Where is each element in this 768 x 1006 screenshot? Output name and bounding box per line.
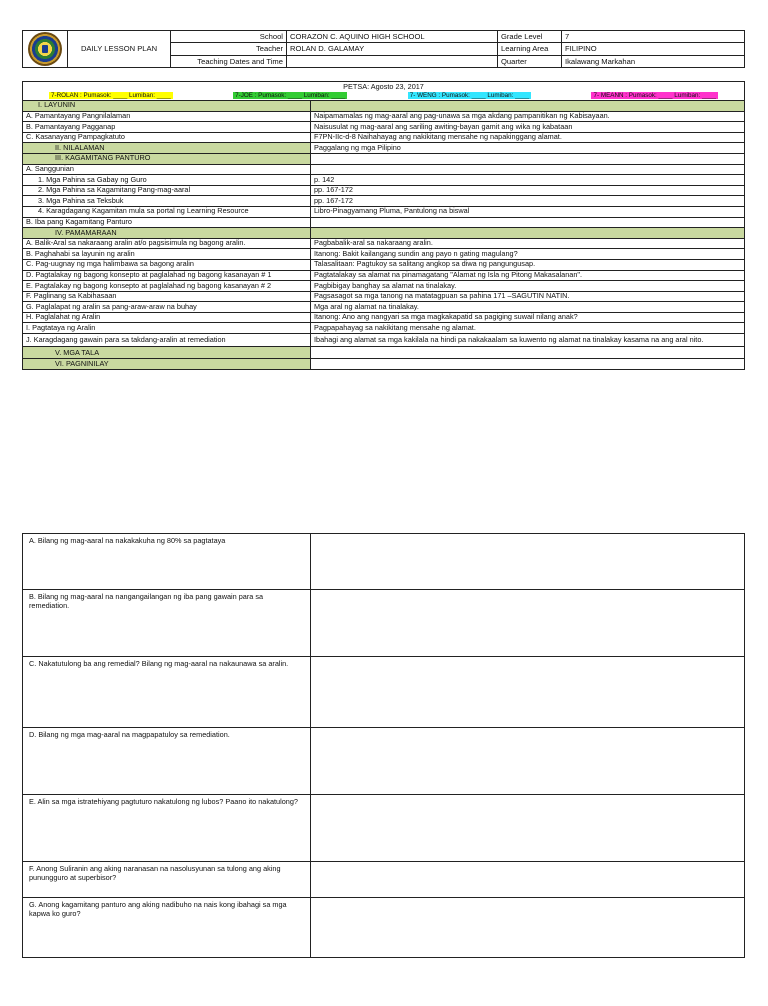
section-layunin	[23, 101, 745, 112]
reflection-table	[22, 533, 745, 958]
row-label: F. Paglinang sa Kabihasaan	[23, 291, 311, 302]
row-label: 3. Mga Pahina sa Teksbuk	[23, 196, 311, 207]
grade-label: Grade Level	[498, 31, 562, 43]
row-label: 2. Mga Pahina sa Kagamitang Pang-mag-aaral	[23, 185, 311, 196]
attendance-7-weng: 7- WENG : Pumasok: ____ Lumiban: ____	[409, 91, 530, 99]
row-value: Ibahagi ang alamat sa mga kakilala na hindi pa nakakaalam sa kuwento ng alamat na tinalakay kasama na ang aral nito.	[311, 334, 745, 347]
reflection-question: A. Bilang ng mag-aaral na nakakakuha ng 80% sa pagtataya	[23, 534, 311, 590]
attendance-7-meann: 7- MEANN : Pumasok: ____ Lumiban: ____	[593, 91, 716, 99]
reflection-answer[interactable]	[311, 795, 745, 862]
reflection-question: C. Nakatutulong ba ang remedial? Bilang ng mag-aaral na nakaunawa sa aralin.	[23, 657, 311, 728]
section-heading: III. KAGAMITANG PANTURO	[23, 153, 311, 164]
table-row	[23, 323, 745, 334]
table-row	[23, 185, 745, 196]
row-value: Pagtatalakay sa alamat na pinamagatang "Alamat ng Isla ng Pitong Makasalanan".	[311, 270, 745, 281]
table-row	[23, 122, 745, 133]
row-label: J. Karagdagang gawain para sa takdang-aralin at remediation	[23, 334, 311, 347]
date-label: PETSA: Agosto 23, 2017	[343, 81, 424, 91]
teacher-label: Teacher	[171, 43, 287, 55]
reflection-question: G. Anong kagamitang panturo ang aking nadibuho na nais kong ibahagi sa mga kapwa ko guro?	[23, 898, 311, 958]
table-row	[23, 590, 745, 657]
row-value: pp. 167-172	[311, 185, 745, 196]
reflection-answer[interactable]	[311, 590, 745, 657]
header-table	[22, 30, 745, 68]
table-row	[23, 217, 745, 228]
table-row	[23, 728, 745, 795]
attendance-7-joe: 7-JOE : Pumasok: ____ Lumiban: ____	[235, 91, 346, 99]
reflection-answer[interactable]	[311, 898, 745, 958]
table-row	[23, 302, 745, 313]
table-row	[23, 795, 745, 862]
table-row	[23, 175, 745, 186]
row-value: p. 142	[311, 175, 745, 186]
table-row	[23, 196, 745, 207]
section-heading: VI. PAGNINILAY	[23, 359, 311, 370]
row-label: A. Pamantayang Pangnilalaman	[23, 111, 311, 122]
school-label: School	[171, 31, 287, 43]
table-row	[23, 238, 745, 249]
table-row	[23, 249, 745, 260]
row-label: G. Paglalapat ng aralin sa pang-araw-araw na buhay	[23, 302, 311, 313]
row-label: B. Pamantayang Pagganap	[23, 122, 311, 133]
row-label: A. Sanggunian	[23, 164, 311, 175]
section-heading: IV. PAMAMARAAN	[23, 228, 311, 239]
row-label: I. Pagtataya ng Aralin	[23, 323, 311, 334]
table-row	[23, 206, 745, 217]
row-label: C. Pag-uugnay ng mga halimbawa sa bagong aralin	[23, 259, 311, 270]
quarter-label: Quarter	[498, 55, 562, 67]
school-seal-icon	[28, 32, 62, 66]
table-row	[23, 862, 745, 898]
row-label: D. Pagtalakay ng bagong konsepto at paglalahad ng bagong kasanayan # 1	[23, 270, 311, 281]
row-value: Libro-Pinagyamang Pluma, Pantulong na biswal	[311, 206, 745, 217]
reflection-answer[interactable]	[311, 657, 745, 728]
row-value: Talasalitaan: Pagtukoy sa salitang angkop sa diwa ng pangungusap.	[311, 259, 745, 270]
section-heading: II. NILALAMAN	[23, 143, 311, 154]
reflection-answer[interactable]	[311, 862, 745, 898]
section-heading: V. MGA TALA	[23, 346, 311, 359]
row-value: Pagbabalik-aral sa nakaraang aralin.	[311, 238, 745, 249]
quarter-value: Ikalawang Markahan	[562, 55, 745, 67]
reflection-answer[interactable]	[311, 534, 745, 590]
school-seal	[23, 31, 68, 68]
grade-value: 7	[562, 31, 745, 43]
row-value: Paggalang ng mga Pilipino	[311, 143, 745, 154]
row-value: Pagpapahayag sa nakikitang mensahe ng alamat.	[311, 323, 745, 334]
row-value: Mga aral ng alamat na tinalakay.	[311, 302, 745, 313]
row-label: B. Iba pang Kagamitang Panturo	[23, 217, 311, 228]
table-row	[23, 657, 745, 728]
table-row	[23, 143, 745, 154]
table-row	[23, 291, 745, 302]
section-pagninilay	[23, 359, 745, 370]
row-label: E. Pagtalakay ng bagong konsepto at paglalahad ng bagong kasanayan # 2	[23, 281, 311, 292]
section-tala	[23, 346, 745, 359]
table-row	[23, 132, 745, 143]
row-label: H. Paglalahat ng Aralin	[23, 312, 311, 323]
row-value: Pagsasagot sa mga tanong na matatagpuan sa pahina 171 –SAGUTIN NATIN.	[311, 291, 745, 302]
section-pamamaraan	[23, 228, 745, 239]
row-value: Itanong: Bakit kailangang sundin ang payo n gating magulang?	[311, 249, 745, 260]
attendance-7-rolan: 7-ROLAN : Pumasok: ____ Lumiban: ____	[51, 91, 171, 99]
row-label: 4. Karagdagang Kagamitan mula sa portal ng Learning Resource	[23, 206, 311, 217]
table-row	[23, 153, 745, 164]
row-value: Naipamamalas ng mag-aaral ang pag-unawa sa mga akdang pampanitikan ng Kabisayaan.	[311, 111, 745, 122]
reflection-question: F. Anong Suliranin ang aking naranasan na nasolusyunan sa tulong ang aking punungguro at superbisor?	[23, 862, 311, 898]
row-label: A. Balik-Aral sa nakaraang aralin at/o pagsisimula ng bagong aralin.	[23, 238, 311, 249]
table-row	[23, 259, 745, 270]
row-label: 1. Mga Pahina sa Gabay ng Guro	[23, 175, 311, 186]
row-value: Naisusulat ng mag-aaral ang sariling awiting-bayan gamit ang wika ng kabataan	[311, 122, 745, 133]
table-row	[23, 164, 745, 175]
dates-label: Teaching Dates and Time	[171, 55, 287, 67]
school-value: CORAZON C. AQUINO HIGH SCHOOL	[287, 31, 498, 43]
table-row	[23, 898, 745, 958]
table-row	[23, 111, 745, 122]
lesson-table	[22, 81, 745, 370]
date-row	[23, 82, 745, 101]
table-row	[23, 334, 745, 347]
table-row	[23, 281, 745, 292]
teacher-value: ROLAN D. GALAMAY	[287, 43, 498, 55]
table-row	[23, 534, 745, 590]
row-value: pp. 167-172	[311, 196, 745, 207]
section-heading: I. LAYUNIN	[23, 101, 311, 112]
row-value: F7PN-IIc-d-8 Naihahayag ang nakikitang mensahe ng napakinggang alamat.	[311, 132, 745, 143]
area-value: FILIPINO	[562, 43, 745, 55]
table-row	[23, 312, 745, 323]
document-title: DAILY LESSON PLAN	[68, 31, 171, 68]
dates-value	[287, 55, 498, 67]
attendance-row	[23, 92, 744, 100]
reflection-question: E. Alin sa mga istratehiyang pagtuturo nakatulong ng lubos? Paano ito nakatulong?	[23, 795, 311, 862]
row-value: Pagbibigay banghay sa alamat na tinalakay.	[311, 281, 745, 292]
area-label: Learning Area	[498, 43, 562, 55]
reflection-question: B. Bilang ng mag-aaral na nangangailangan ng iba pang gawain para sa remediation.	[23, 590, 311, 657]
table-row	[23, 270, 745, 281]
row-label: C. Kasanayang Pampagkatuto	[23, 132, 311, 143]
reflection-answer[interactable]	[311, 728, 745, 795]
reflection-question: D. Bilang ng mga mag-aaral na magpapatuloy sa remediation.	[23, 728, 311, 795]
row-label: B. Paghahabi sa layunin ng aralin	[23, 249, 311, 260]
row-value: Itanong: Ano ang nangyari sa mga magkakapatid sa pagiging suwail nilang anak?	[311, 312, 745, 323]
